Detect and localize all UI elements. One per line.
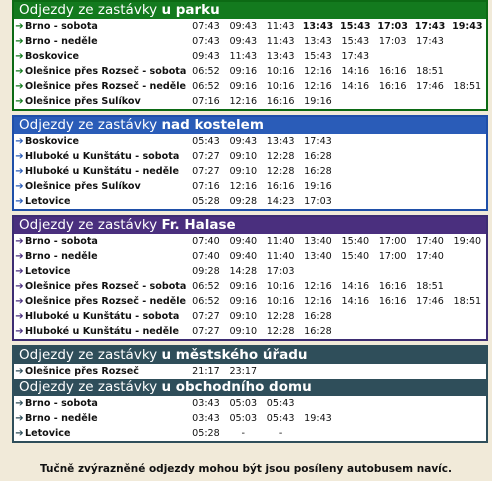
departure-row (14, 164, 486, 179)
departure-time: 17:40 (416, 251, 444, 262)
departure-time: - (278, 428, 283, 439)
departure-time: 10:16 (266, 81, 295, 92)
departure-row (14, 179, 486, 194)
arrow-right-icon: ➔ (15, 398, 24, 409)
departure-time: 11:43 (266, 21, 295, 32)
departure-time: 16:16 (266, 96, 295, 107)
section-u-parku (12, 0, 488, 111)
departure-time: 05:43 (192, 136, 220, 147)
destination-label: Brno - neděle (24, 251, 98, 262)
departure-time: 12:16 (229, 181, 258, 192)
departure-time: 09:40 (229, 251, 258, 262)
stop-name: u městského úřadu (161, 347, 308, 363)
departure-time: 07:27 (192, 166, 220, 177)
departure-time: 09:16 (229, 66, 258, 77)
departure-time: 13:43 (266, 51, 295, 62)
destination-label: Olešnice přes Sulíkov (24, 96, 141, 107)
departure-time: 19:40 (453, 236, 482, 247)
destination-label: Hluboké u Kunštátu - sobota (24, 151, 180, 162)
departure-time: 05:28 (192, 196, 220, 207)
departure-time: 15:40 (341, 251, 370, 262)
departure-time: 17:46 (416, 296, 444, 307)
departure-time: 15:43 (341, 36, 370, 47)
departure-time: 19:16 (304, 181, 332, 192)
section-title: Odjezdy ze zastávky u obchodního domu (14, 379, 486, 396)
departure-time: 07:16 (192, 96, 220, 107)
section-fr-halase (12, 215, 488, 341)
departure-time: 17:00 (378, 251, 407, 262)
arrow-right-icon: ➔ (15, 251, 24, 262)
section-nad-kostelem (12, 115, 488, 211)
departure-row (14, 411, 486, 426)
departure-time: 15:40 (341, 236, 370, 247)
stop-name: Fr. Halase (161, 217, 236, 233)
departure-time: 12:16 (304, 281, 332, 292)
arrow-right-icon: ➔ (15, 36, 24, 47)
destination-label: Hluboké u Kunštátu - neděle (24, 166, 179, 177)
departure-time: 09:28 (192, 266, 220, 277)
departure-time: 05:28 (192, 428, 220, 439)
departure-time: 17:03 (378, 36, 407, 47)
departure-time: 12:16 (304, 66, 332, 77)
departure-time: 13:40 (304, 236, 332, 247)
departure-time: 16:28 (304, 166, 332, 177)
departure-time: 18:51 (416, 281, 444, 292)
departure-time: 18:51 (416, 66, 444, 77)
arrow-right-icon: ➔ (15, 21, 24, 32)
departure-time: 17:00 (378, 236, 407, 247)
departure-time: 17:40 (416, 236, 444, 247)
destination-label: Olešnice přes Rozseč - sobota (24, 281, 187, 292)
departure-time: 07:43 (192, 36, 220, 47)
departure-time: 13:43 (302, 21, 334, 32)
departure-row (14, 426, 486, 441)
departure-time: 07:43 (192, 21, 220, 32)
departure-time: 11:43 (229, 51, 258, 62)
departure-list (14, 19, 486, 109)
destination-label: Brno - sobota (24, 236, 98, 247)
departure-time: 17:03 (266, 266, 295, 277)
departure-time: 03:43 (192, 413, 220, 424)
departure-time: 15:43 (340, 21, 371, 32)
departure-time: 23:17 (229, 366, 258, 377)
arrow-right-icon: ➔ (15, 151, 24, 162)
departure-time: 17:03 (377, 21, 408, 32)
departure-time: 07:27 (192, 151, 220, 162)
departure-time: 17:43 (304, 136, 332, 147)
arrow-right-icon: ➔ (15, 81, 24, 92)
destination-label: Brno - neděle (24, 413, 98, 424)
departure-time: 17:03 (304, 196, 332, 207)
departure-time: 12:16 (304, 81, 332, 92)
departure-row (14, 396, 486, 411)
destination-label: Brno - sobota (24, 398, 98, 409)
destination-label: Letovice (24, 266, 71, 277)
departure-time: 09:43 (192, 51, 220, 62)
departure-time: 12:28 (266, 311, 295, 322)
footer-note: Tučně zvýrazněné odjezdy mohou být jsou posíleny autobusem navíc. (39, 463, 452, 475)
departure-time: 06:52 (192, 296, 220, 307)
stop-name: nad kostelem (161, 117, 264, 133)
departure-time: 09:10 (229, 151, 258, 162)
departure-row (14, 34, 486, 49)
departure-list (14, 234, 486, 339)
departure-time: 09:10 (229, 166, 258, 177)
arrow-right-icon: ➔ (15, 326, 24, 337)
departure-row (14, 294, 486, 309)
departure-row (14, 324, 486, 339)
departure-time: 05:03 (229, 413, 258, 424)
departure-row (14, 194, 486, 209)
departure-time: 13:43 (304, 36, 332, 47)
departure-time: 16:16 (378, 66, 407, 77)
destination-label: Olešnice přes Sulíkov (24, 181, 141, 192)
departure-time: 05:43 (266, 398, 295, 409)
departure-time: 10:16 (266, 281, 295, 292)
departure-row (14, 94, 486, 109)
departure-time: 09:16 (229, 296, 258, 307)
destination-label: Boskovice (24, 136, 80, 147)
departure-time: 13:40 (304, 251, 332, 262)
section-title: Odjezdy ze zastávky u městského úřadu (14, 347, 486, 364)
arrow-right-icon: ➔ (15, 166, 24, 177)
destination-label: Hluboké u Kunštátu - neděle (24, 326, 179, 337)
departure-row (14, 279, 486, 294)
departure-row (14, 49, 486, 64)
departure-time: 07:27 (192, 326, 220, 337)
arrow-right-icon: ➔ (15, 366, 24, 377)
destination-label: Brno - sobota (24, 21, 98, 32)
departure-time: 09:10 (229, 311, 258, 322)
departure-time: 15:43 (304, 51, 332, 62)
stop-name: u obchodního domu (161, 379, 312, 395)
departure-time: 11:40 (266, 251, 295, 262)
departure-time: 07:16 (192, 181, 220, 192)
departure-time: 16:16 (378, 296, 407, 307)
departure-time: 09:16 (229, 81, 258, 92)
departure-list (14, 364, 486, 379)
departure-row (14, 234, 486, 249)
departure-time: 09:16 (229, 281, 258, 292)
departure-time: 16:28 (304, 311, 332, 322)
departure-row (14, 364, 486, 379)
arrow-right-icon: ➔ (15, 51, 24, 62)
section-title: Odjezdy ze zastávky nad kostelem (14, 117, 486, 134)
destination-label: Olešnice přes Rozseč (24, 366, 139, 377)
arrow-right-icon: ➔ (15, 311, 24, 322)
departure-time: 12:28 (266, 151, 295, 162)
departure-row (14, 64, 486, 79)
departure-time: 09:10 (229, 326, 258, 337)
departure-time: 17:43 (341, 51, 370, 62)
departure-time: 06:52 (192, 281, 220, 292)
destination-label: Brno - neděle (24, 36, 98, 47)
arrow-right-icon: ➔ (15, 296, 24, 307)
departure-time: 07:40 (192, 251, 220, 262)
departure-row (14, 79, 486, 94)
departure-row (14, 309, 486, 324)
departure-time: 10:16 (266, 296, 295, 307)
destination-label: Hluboké u Kunštátu - sobota (24, 311, 180, 322)
departure-list (14, 134, 486, 209)
departure-time: 09:43 (229, 136, 258, 147)
departure-time: 12:28 (266, 166, 295, 177)
departure-time: 06:52 (192, 81, 220, 92)
departure-time: - (241, 428, 246, 439)
departure-time: 07:40 (192, 236, 220, 247)
departure-time: 16:16 (266, 181, 295, 192)
departure-time: 19:43 (304, 413, 332, 424)
section-title: Odjezdy ze zastávky u parku (14, 2, 486, 19)
departure-time: 16:16 (378, 281, 407, 292)
arrow-right-icon: ➔ (15, 66, 24, 77)
departure-row (14, 249, 486, 264)
destination-label: Olešnice přes Rozseč - neděle (24, 81, 187, 92)
section-mestsky-urad (12, 345, 488, 443)
departure-time: 12:16 (304, 296, 332, 307)
departure-time: 06:52 (192, 66, 220, 77)
destination-label: Olešnice přes Rozseč - sobota (24, 66, 187, 77)
section-title: Odjezdy ze zastávky Fr. Halase (14, 217, 486, 234)
departure-time: 16:16 (378, 81, 407, 92)
departure-time: 17:43 (414, 21, 446, 32)
departure-time: 09:40 (229, 236, 258, 247)
departure-time: 09:43 (229, 36, 258, 47)
departure-list (14, 396, 486, 441)
arrow-right-icon: ➔ (15, 181, 24, 192)
departure-time: 16:28 (304, 151, 332, 162)
arrow-right-icon: ➔ (15, 96, 24, 107)
departure-time: 05:43 (266, 413, 295, 424)
departure-time: 19:43 (452, 21, 483, 32)
departure-row (14, 264, 486, 279)
departure-time: 11:40 (266, 236, 295, 247)
departure-time: 07:27 (192, 311, 220, 322)
departure-time: 05:03 (229, 398, 258, 409)
departure-time: 18:51 (453, 296, 482, 307)
departure-time: 09:43 (229, 21, 258, 32)
departure-time: 18:51 (453, 81, 482, 92)
departure-row (14, 134, 486, 149)
departure-time: 09:28 (229, 196, 258, 207)
departure-time: 10:16 (266, 66, 295, 77)
departure-time: 21:17 (192, 366, 220, 377)
arrow-right-icon: ➔ (15, 266, 24, 277)
departure-time: 12:28 (266, 326, 295, 337)
timetable (12, 0, 488, 443)
departure-time: 12:16 (229, 96, 258, 107)
destination-label: Boskovice (24, 51, 80, 62)
stop-name: u parku (161, 2, 220, 18)
destination-label: Olešnice přes Rozseč - neděle (24, 296, 187, 307)
departure-time: 14:16 (341, 281, 370, 292)
arrow-right-icon: ➔ (15, 281, 24, 292)
departure-row (14, 149, 486, 164)
departure-time: 14:16 (341, 296, 370, 307)
arrow-right-icon: ➔ (15, 136, 24, 147)
departure-time: 14:28 (229, 266, 258, 277)
departure-time: 03:43 (192, 398, 220, 409)
destination-label: Letovice (24, 196, 71, 207)
departure-row (14, 19, 486, 34)
arrow-right-icon: ➔ (15, 413, 24, 424)
arrow-right-icon: ➔ (15, 196, 24, 207)
destination-label: Letovice (24, 428, 71, 439)
departure-time: 16:28 (304, 326, 332, 337)
departure-time: 11:43 (266, 36, 295, 47)
departure-time: 19:16 (304, 96, 332, 107)
departure-time: 17:43 (416, 36, 444, 47)
arrow-right-icon: ➔ (15, 236, 24, 247)
departure-time: 14:23 (266, 196, 295, 207)
departure-time: 17:46 (416, 81, 444, 92)
departure-time: 14:16 (341, 81, 370, 92)
departure-time: 13:43 (266, 136, 295, 147)
arrow-right-icon: ➔ (15, 428, 24, 439)
departure-time: 14:16 (341, 66, 370, 77)
